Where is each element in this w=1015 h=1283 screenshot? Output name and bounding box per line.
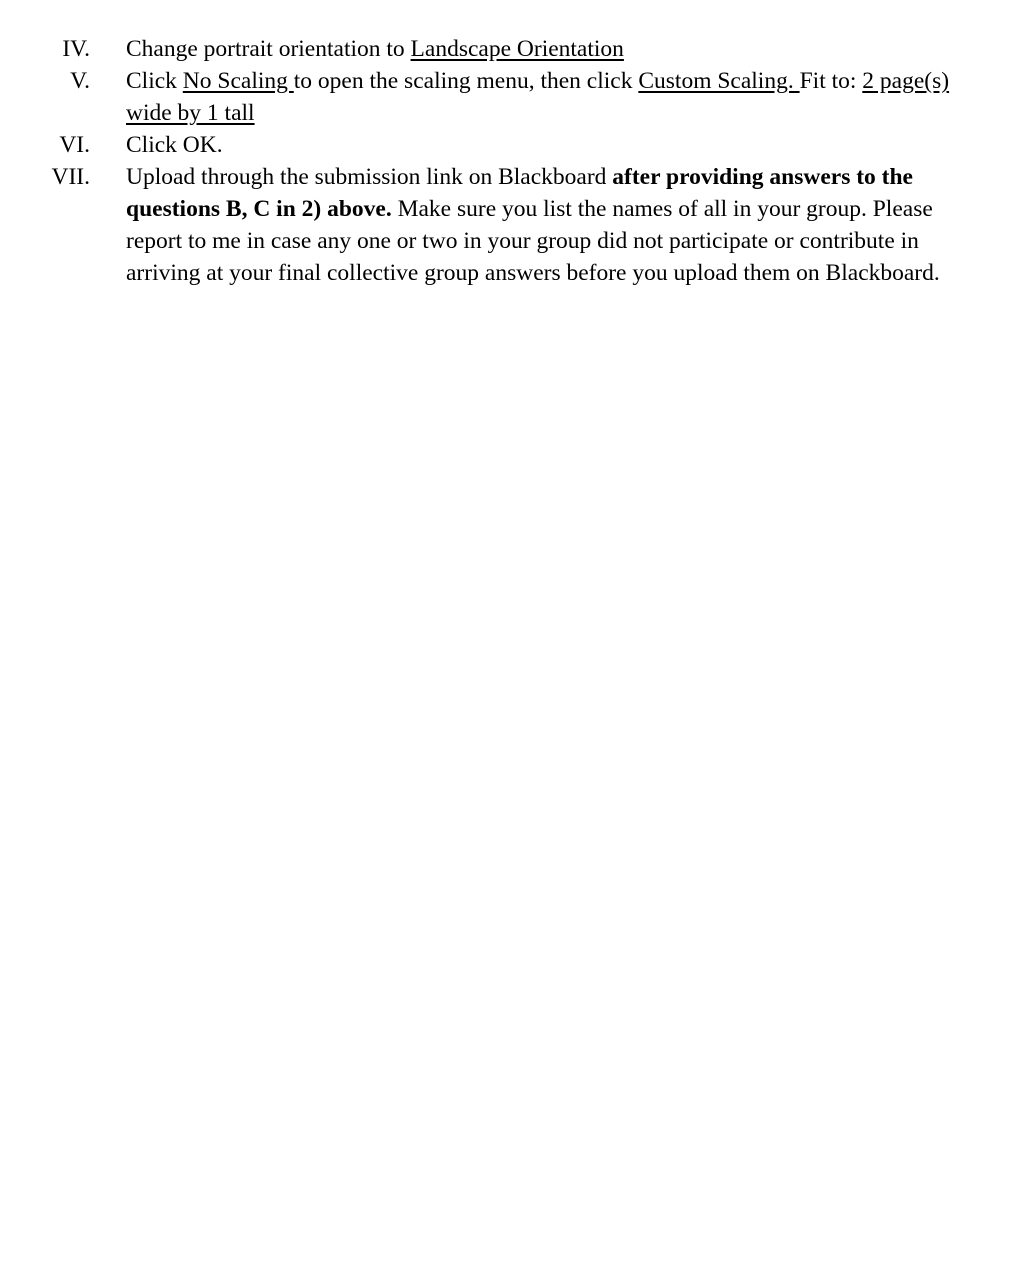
item-number: IV.: [62, 36, 90, 62]
item-number: V.: [70, 68, 90, 94]
list-item: [0, 65, 1015, 129]
item-number: VII.: [51, 164, 90, 190]
item-text: Change portrait orientation to Landscape Orientation: [126, 36, 624, 62]
item-text: Click OK.: [126, 132, 223, 158]
list-item: [0, 33, 1015, 65]
bold-emphasis: after providing answers to the questions B, C in 2) above.: [126, 164, 913, 222]
item-text: Click No Scaling to open the scaling menu, then click Custom Scaling. Fit to: 2 page(s) wide by 1 tall: [126, 68, 950, 126]
instruction-list: [0, 33, 1015, 289]
no-scaling-term: No Scaling: [182, 68, 294, 94]
fit-to-value: 2 page(s) wide by 1 tall: [126, 68, 950, 126]
list-item: [0, 161, 1015, 289]
list-item: [0, 129, 1015, 161]
item-number: VI.: [59, 132, 90, 158]
custom-scaling-term: Custom Scaling.: [638, 68, 800, 94]
item-text: Upload through the submission link on Blackboard after providing answers to the questions B, C in 2) above. Make sure you list the names of all in your group. Please report to me in case any one or two in your group did not participate or contribute in arriving at your final collective group answers before you upload them on Blackboard.: [126, 164, 940, 286]
landscape-orientation-link: Landscape Orientation: [410, 36, 624, 62]
